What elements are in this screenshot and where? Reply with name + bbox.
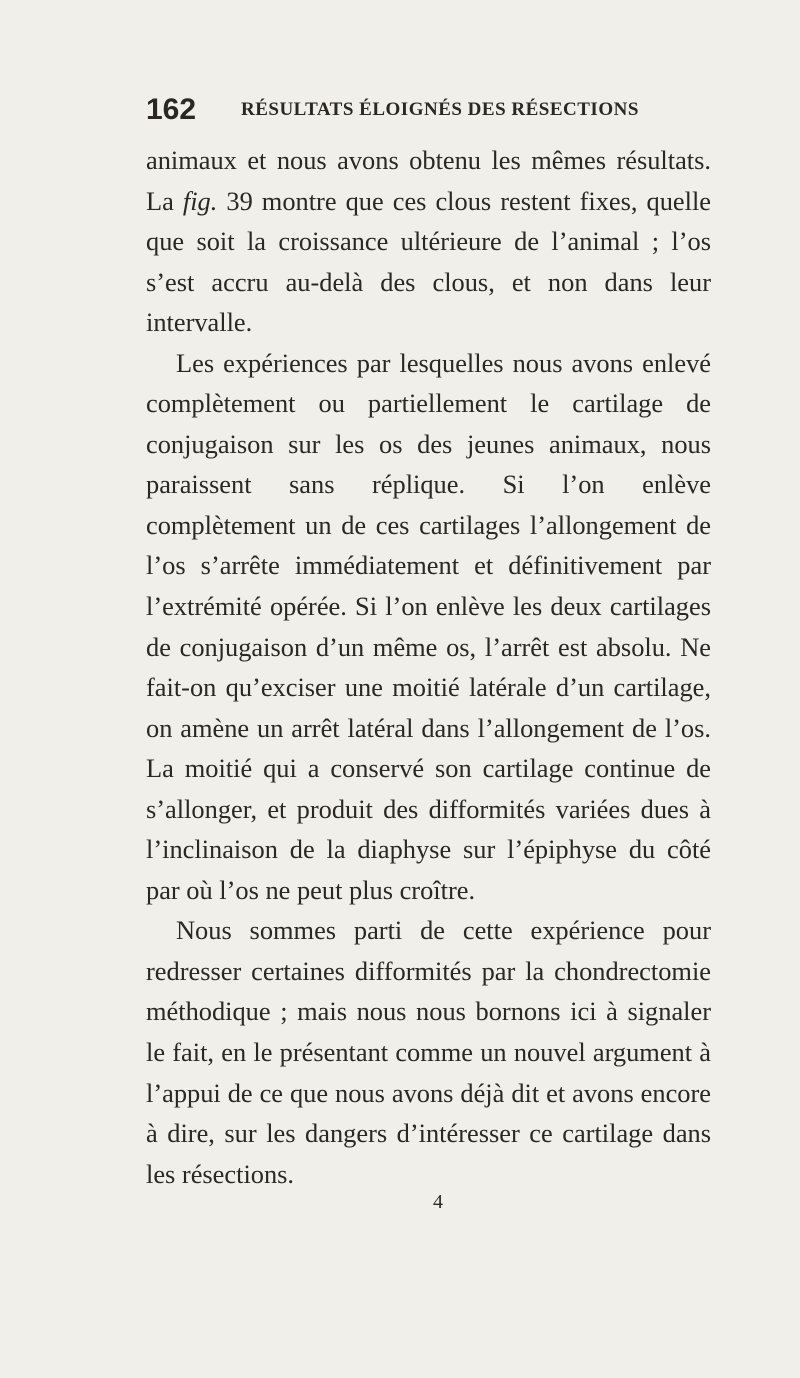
body-text (146, 140, 711, 1194)
paragraph-3: Nous sommes parti de cette expérience pour redresser certaines difformités par la chondrectomie méthodique ; mais nous nous bornons ici à signaler le fait, en le présentant comme un nouvel argument à l’appui de ce que nous avons déjà dit et avons encore à dire, sur les dangers d’intéresser ce cartilage dans les résections. (146, 915, 711, 1189)
page-header (146, 92, 706, 136)
figure-reference: fig. (182, 185, 218, 216)
page-number: 162 (146, 93, 197, 126)
paragraph-1 (146, 140, 711, 343)
paragraph-2: Les expériences par lesquelles nous avons enlevé complètement ou partiellement le cartilage de conjugaison sur les os des jeunes animaux, nous paraissent sans réplique. Si l’on enlève complètement un de ces cartilages l’allongement de l’os s’arrête immédiatement et définitivement par l’extrémité opérée. Si l’on enlève les deux cartilages de conjugaison d’un même os, l’arrêt est absolu. Ne fait-on qu’exciser une moitié latérale d’un cartilage, on amène un arrêt latéral dans l’allongement de l’os. La moitié qui a conservé son cartilage continue de s’allonger, et produit des difformités variées dues à l’inclinaison de la diaphyse sur l’épiphyse du côté par où l’os ne peut plus croître. (146, 347, 711, 905)
paragraph-1-start: animaux et nous avons obtenu les mêmes résultats. La (146, 145, 711, 216)
printer-mark: 4 (433, 1191, 443, 1213)
paragraph-1-end: 39 montre que ces clous restent fixes, quelle que soit la croissance ultérieure de l’animal ; l’os s’est accru au-delà des clous, et non dans leur intervalle. (146, 185, 711, 338)
running-title: RÉSULTATS ÉLOIGNÉS DES RÉSECTIONS (241, 99, 639, 120)
